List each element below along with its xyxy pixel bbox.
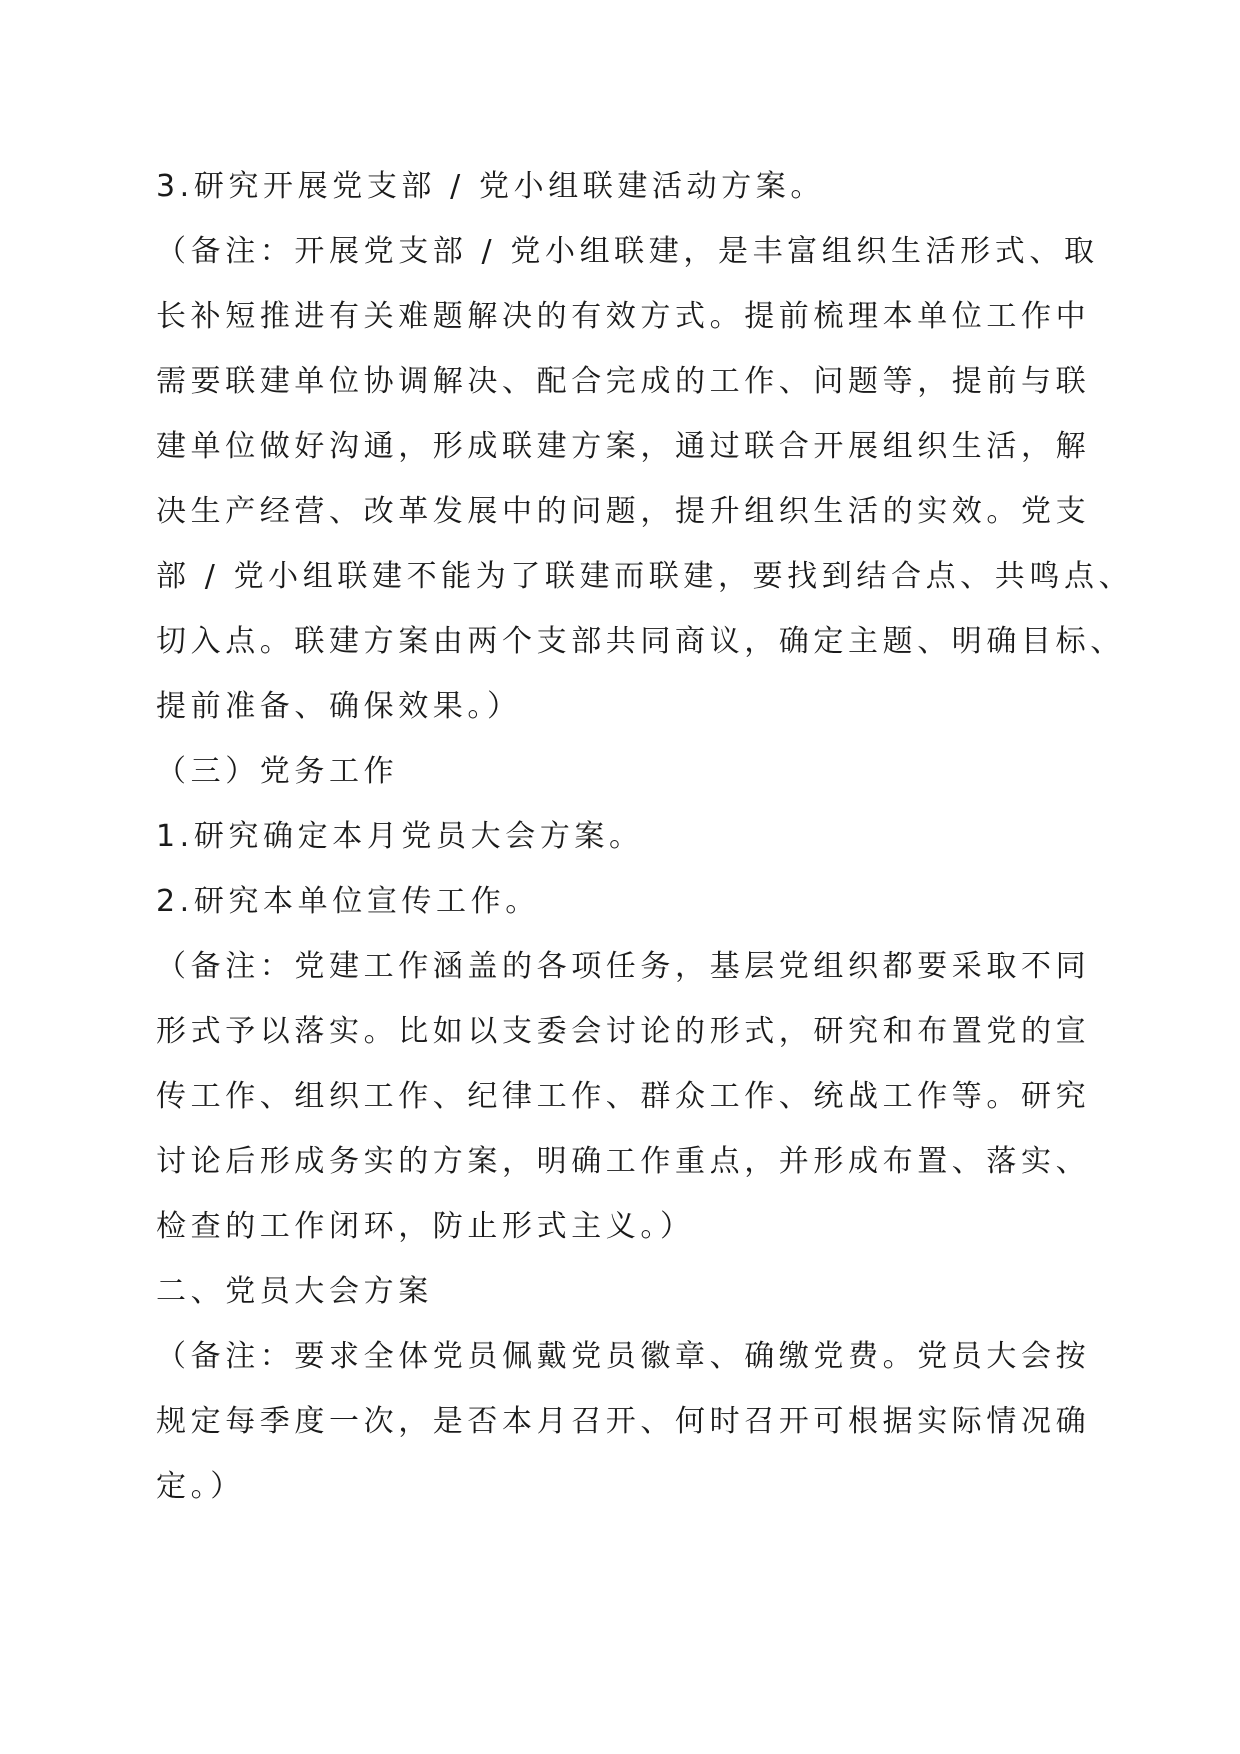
note-paragraph-line: 决生产经营、改革发展中的问题，提升组织生活的实效。党支 bbox=[156, 494, 1091, 529]
note-paragraph-line: 传工作、组织工作、纪律工作、群众工作、统战工作等。研究 bbox=[156, 1079, 1091, 1114]
note-paragraph-line: 讨论后形成务实的方案，明确工作重点，并形成布置、落实、 bbox=[156, 1144, 1091, 1179]
item-3-heading: 3.研究开展党支部 / 党小组联建活动方案。 bbox=[156, 169, 826, 204]
note-paragraph-line: 切入点。联建方案由两个支部共同商议，确定主题、明确目标、 bbox=[156, 624, 1125, 659]
section-heading-member-meeting: 二、党员大会方案 bbox=[156, 1274, 433, 1309]
note-paragraph-line: 定。） bbox=[156, 1469, 245, 1504]
note-paragraph-line: 规定每季度一次，是否本月召开、何时召开可根据实际情况确 bbox=[156, 1404, 1091, 1439]
note-paragraph-line: 建单位做好沟通，形成联建方案，通过联合开展组织生活，解 bbox=[156, 429, 1091, 464]
document-body bbox=[156, 154, 1134, 1519]
note-paragraph-line: 提前准备、确保效果。） bbox=[156, 689, 522, 724]
section-heading-party-affairs: （三）党务工作 bbox=[156, 754, 399, 789]
item-1-heading: 1.研究确定本月党员大会方案。 bbox=[156, 819, 644, 854]
note-paragraph-line: （备注：开展党支部 / 党小组联建，是丰富组织生活形式、取 bbox=[156, 234, 1099, 269]
note-paragraph-line: （备注：党建工作涵盖的各项任务，基层党组织都要采取不同 bbox=[156, 949, 1091, 984]
note-paragraph-line: 部 / 党小组联建不能为了联建而联建，要找到结合点、共鸣点、 bbox=[156, 559, 1134, 594]
note-paragraph-line: 长补短推进有关难题解决的有效方式。提前梳理本单位工作中 bbox=[156, 299, 1091, 334]
note-paragraph-line: 需要联建单位协调解决、配合完成的工作、问题等，提前与联 bbox=[156, 364, 1091, 399]
note-paragraph-line: 形式予以落实。比如以支委会讨论的形式，研究和布置党的宣 bbox=[156, 1014, 1091, 1049]
note-paragraph-line: 检查的工作闭环，防止形式主义。） bbox=[156, 1209, 695, 1244]
item-2-heading: 2.研究本单位宣传工作。 bbox=[156, 884, 540, 919]
note-paragraph-line: （备注：要求全体党员佩戴党员徽章、确缴党费。党员大会按 bbox=[156, 1339, 1091, 1374]
